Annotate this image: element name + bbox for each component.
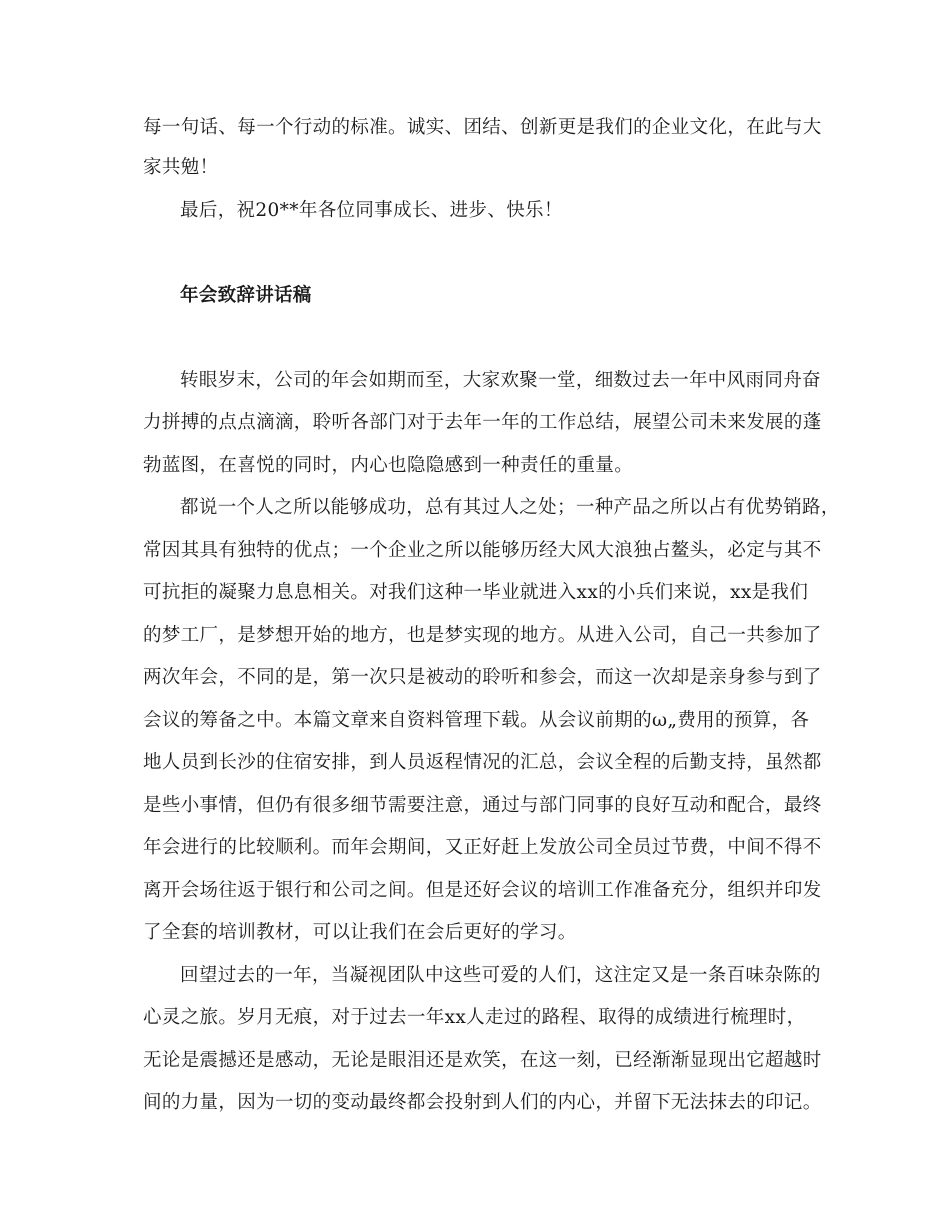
paragraph-line: 转眼岁末，公司的年会如期而至，大家欢聚一堂，细数过去一年中风雨同舟奋 — [180, 370, 821, 391]
paragraph-line: 了全套的培训教材，可以让我们在会后更好的学习。 — [143, 922, 577, 943]
paragraph-line: 最后，祝20**年各位同事成长、进步、快乐！ — [180, 200, 563, 221]
paragraph-line: 回望过去的一年，当凝视团队中这些可爱的人们，这注定又是一条百味杂陈的 — [180, 965, 821, 986]
paragraph-line: 的梦工厂，是梦想开始的地方，也是梦实现的地方。从进入公司，自己一共参加了 — [143, 625, 822, 646]
paragraph-line: 两次年会，不同的是，第一次只是被动的聆听和参会，而这一次却是亲身参与到了 — [143, 667, 822, 688]
paragraph-line: 常因其具有独特的优点；一个企业之所以能够历经大风大浪独占鳌头，必定与其不 — [143, 540, 822, 561]
paragraph-line: 力拼搏的点点滴滴，聆听各部门对于去年一年的工作总结，展望公司未来发展的蓬 — [143, 412, 822, 433]
paragraph-line: 会议的筹备之中。本篇文章来自资料管理下载。从会议前期的ω„费用的预算，各 — [143, 710, 810, 731]
paragraph-line: 间的力量，因为一切的变动最终都会投射到人们的内心，并留下无法抹去的印记。 — [143, 1092, 822, 1113]
paragraph-line: 心灵之旅。岁月无痕，对于过去一年xx人走过的路程、取得的成绩进行梳理时， — [143, 1007, 806, 1028]
paragraph-line: 可抗拒的凝聚力息息相关。对我们这种一毕业就进入xx的小兵们来说，xx是我们 — [143, 582, 809, 603]
paragraph-line: 离开会场往返于银行和公司之间。但是还好会议的培训工作准备充分，组织并印发 — [143, 880, 822, 901]
paragraph-line: 是些小事情，但仍有很多细节需要注意，通过与部门同事的良好互动和配合，最终 — [143, 795, 822, 816]
paragraph-line: 都说一个人之所以能够成功，总有其过人之处；一种产品之所以占有优势销路， — [180, 497, 840, 518]
paragraph-line: 家共勉！ — [143, 157, 219, 178]
paragraph-line: 每一句话、每一个行动的标准。诚实、团结、创新更是我们的企业文化，在此与大 — [143, 117, 822, 138]
paragraph-line: 地人员到长沙的住宿安排，到人员返程情况的汇总，会议全程的后勤支持，虽然都 — [143, 752, 822, 773]
section-heading: 年会致辞讲话稿 — [180, 285, 312, 306]
paragraph-line: 勃蓝图，在喜悦的同时，内心也隐隐感到一种责任的重量。 — [143, 455, 634, 476]
paragraph-line: 年会进行的比较顺利。而年会期间，又正好赶上发放公司全员过节费，中间不得不 — [143, 837, 822, 858]
paragraph-line: 无论是震撼还是感动，无论是眼泪还是欢笑，在这一刻，已经渐渐显现出它超越时 — [143, 1050, 822, 1071]
